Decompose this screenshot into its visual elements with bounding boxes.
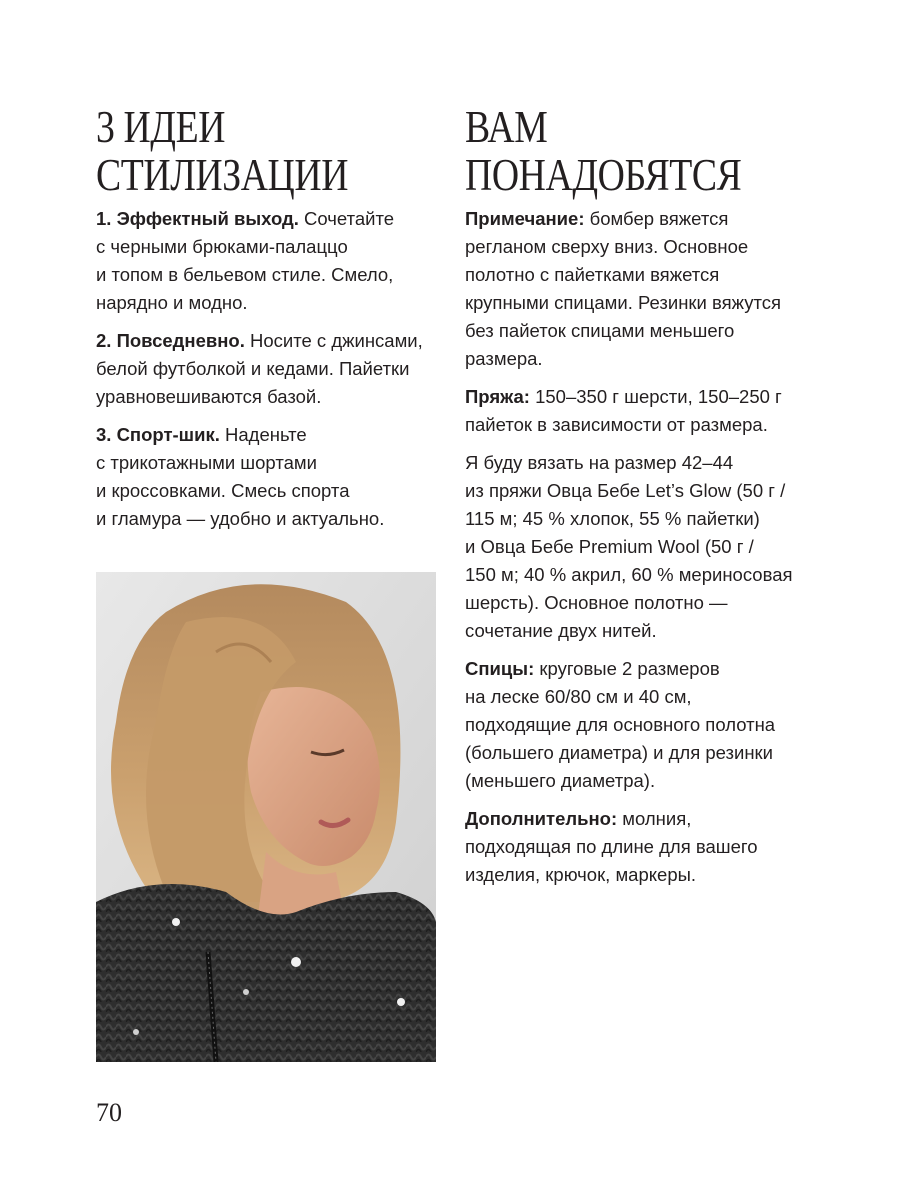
styling-ideas-list	[96, 205, 441, 543]
note-text: полотно с пайетками вяжется	[465, 264, 720, 285]
idea-paragraph	[96, 421, 441, 533]
needles-text: (большего диаметра) и для резинки	[465, 742, 773, 763]
note-text: крупными спицами. Резинки вяжутся	[465, 292, 781, 313]
idea-paragraph	[96, 327, 441, 411]
extra-text: молния,	[617, 808, 692, 829]
my-yarn-text: сочетание двух нитей.	[465, 620, 657, 641]
extra-paragraph	[465, 805, 825, 889]
extra-label: Дополнительно:	[465, 808, 618, 829]
idea-text: и гламура — удобно и актуально.	[96, 508, 385, 529]
my-yarn-text: шерсть). Основное полотно —	[465, 592, 728, 613]
needles-paragraph	[465, 655, 825, 795]
note-label: Примечание:	[465, 208, 585, 229]
needles-text: (меньшего диаметра).	[465, 770, 656, 791]
note-paragraph	[465, 205, 825, 373]
note-text: без пайеток спицами меньшего	[465, 320, 735, 341]
idea-text: Носите с джинсами,	[244, 330, 423, 351]
my-yarn-text: и Овца Бебе Premium Wool (50 г /	[465, 536, 754, 557]
model-photo-illustration	[96, 572, 436, 1062]
my-yarn-text: 150 м; 40 % акрил, 60 % мериносовая	[465, 564, 793, 585]
needles-text: на леске 60/80 см и 40 см,	[465, 686, 692, 707]
note-text: регланом сверху вниз. Основное	[465, 236, 749, 257]
needles-label: Спицы:	[465, 658, 535, 679]
idea-paragraph	[96, 205, 441, 317]
my-yarn-text: 115 м; 45 % хлопок, 55 % пайетки)	[465, 508, 760, 529]
yarn-text: 150–350 г шерсти, 150–250 г	[529, 386, 782, 407]
idea-text: и топом в бельевом стиле. Смело,	[96, 264, 394, 285]
idea-text: белой футболкой и кедами. Пайетки	[96, 358, 410, 379]
my-yarn-text: из пряжи Овца Бебе Let’s Glow (50 г /	[465, 480, 786, 501]
extra-text: изделия, крючок, маркеры.	[465, 864, 697, 885]
idea-text: уравновешиваются базой.	[96, 386, 322, 407]
idea-title: 3. Спорт-шик.	[96, 424, 220, 445]
yarn-paragraph	[465, 383, 825, 439]
idea-text: Сочетайте	[298, 208, 395, 229]
yarn-label: Пряжа:	[465, 386, 530, 407]
my-yarn-text: Я буду вязать на размер 42–44	[465, 452, 734, 473]
idea-title: 1. Эффектный выход.	[96, 208, 299, 229]
needles-text: подходящие для основного полотна	[465, 714, 776, 735]
extra-text: подходящая по длине для вашего	[465, 836, 758, 857]
page-number: 70	[96, 1098, 122, 1127]
note-text: размера.	[465, 348, 543, 369]
heading-line: СТИЛИЗАЦИИ	[96, 149, 349, 200]
idea-text: нарядно и модно.	[96, 292, 248, 313]
model-photo	[96, 572, 436, 1062]
idea-text: Наденьте	[219, 424, 307, 445]
idea-text: с черными брюками-палаццо	[96, 236, 348, 257]
idea-text: и кроссовками. Смесь спорта	[96, 480, 350, 501]
yarn-text: пайеток в зависимости от размера.	[465, 414, 768, 435]
heading-line: ПОНАДОБЯТСЯ	[465, 149, 742, 200]
heading-line: 3 ИДЕИ	[96, 101, 226, 152]
materials-list	[465, 205, 825, 899]
you-will-need-heading	[465, 103, 741, 199]
heading-line: ВАМ	[465, 101, 548, 152]
styling-ideas-heading	[96, 103, 348, 199]
my-yarn-paragraph	[465, 449, 825, 645]
idea-title: 2. Повседневно.	[96, 330, 245, 351]
note-text: бомбер вяжется	[584, 208, 729, 229]
needles-text: круговые 2 размеров	[534, 658, 720, 679]
idea-text: с трикотажными шортами	[96, 452, 317, 473]
